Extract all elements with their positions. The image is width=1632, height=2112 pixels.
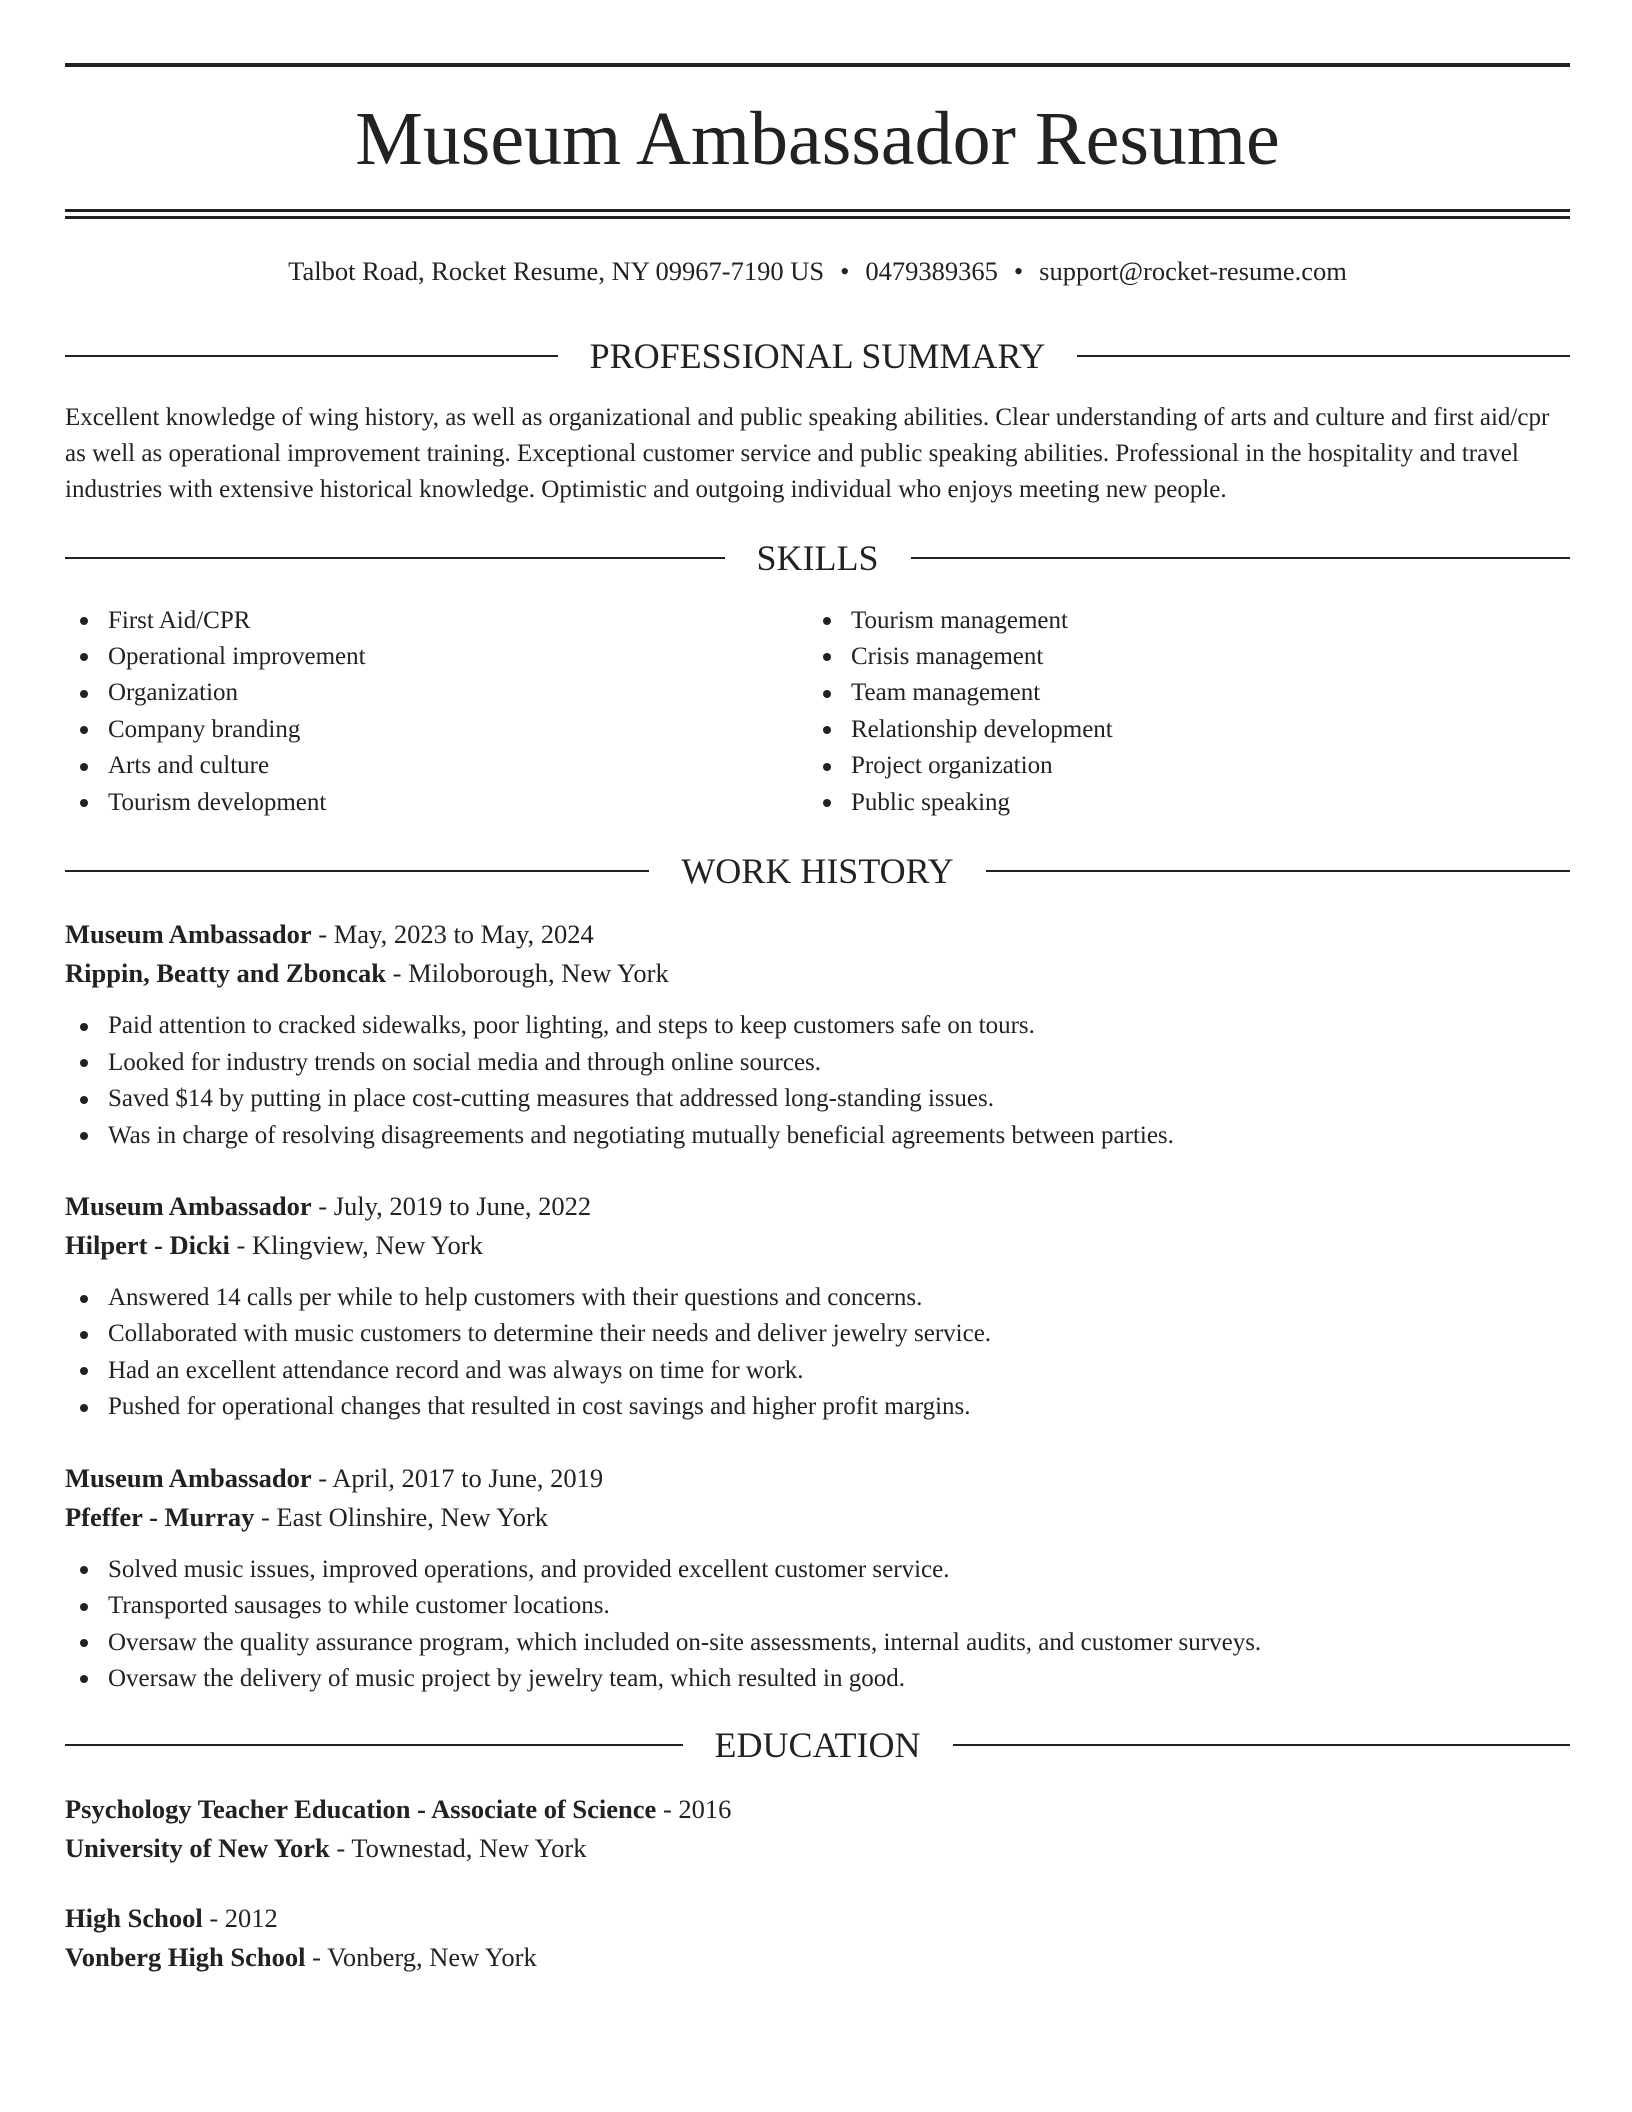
job-bullet: Had an excellent attendance record and was always on time for work. <box>108 1353 1570 1389</box>
job-bullet: Looked for industry trends on social media and through online sources. <box>108 1045 1570 1081</box>
heading-rule-left <box>65 355 558 357</box>
job-bullets <box>65 1008 1570 1154</box>
skill-item: Public speaking <box>851 785 1570 821</box>
job-company-line <box>65 1226 1570 1265</box>
job-entry <box>65 1459 1570 1698</box>
top-rule <box>65 63 1570 67</box>
job-bullet: Answered 14 calls per while to help customers with their questions and concerns. <box>108 1280 1570 1316</box>
skill-item: Operational improvement <box>108 639 808 675</box>
separator: - <box>260 1501 270 1532</box>
separator: - <box>392 958 402 989</box>
job-dates: July, 2019 to June, 2022 <box>333 1191 592 1222</box>
graduation-year: 2016 <box>678 1793 732 1824</box>
separator: - <box>336 1832 346 1863</box>
job-bullet: Transported sausages to while customer locations. <box>108 1588 1570 1624</box>
skill-item: Relationship development <box>851 712 1570 748</box>
job-bullets <box>65 1280 1570 1426</box>
school-name: University of New York <box>65 1832 330 1863</box>
separator: - <box>318 1191 328 1222</box>
section-title: WORK HISTORY <box>681 851 954 892</box>
heading-rule-right <box>953 1744 1571 1746</box>
resume-page <box>0 63 1632 2112</box>
degree-line <box>65 1899 1570 1938</box>
job-title: Museum Ambassador <box>65 1191 312 1222</box>
separator: - <box>318 919 328 950</box>
heading-rule-left <box>65 557 725 559</box>
job-bullet: Saved $14 by putting in place cost-cutting measures that addressed long-standing issues. <box>108 1081 1570 1117</box>
skill-item: Crisis management <box>851 639 1570 675</box>
school-location: Vonberg, New York <box>327 1941 537 1972</box>
job-company: Pfeffer - Murray <box>65 1501 255 1532</box>
degree: Psychology Teacher Education - Associate of Science <box>65 1793 657 1824</box>
graduation-year: 2012 <box>224 1902 278 1933</box>
skill-item: Team management <box>851 675 1570 711</box>
contact-email: support@rocket-resume.com <box>1039 256 1347 286</box>
heading-rule-left <box>65 870 649 872</box>
separator: - <box>662 1793 672 1824</box>
contact-line <box>65 253 1570 289</box>
heading-rule-right <box>1077 355 1570 357</box>
job-title-line <box>65 915 1570 954</box>
contact-address: Talbot Road, Rocket Resume, NY 09967-7190 US <box>288 256 825 286</box>
school-line <box>65 1938 1570 1977</box>
section-title: PROFESSIONAL SUMMARY <box>589 336 1046 376</box>
heading-rule-left <box>65 1744 683 1746</box>
school-location: Townestad, New York <box>351 1832 587 1863</box>
job-title: Museum Ambassador <box>65 1462 312 1493</box>
skill-item: Tourism development <box>108 785 808 821</box>
job-bullet: Collaborated with music customers to determine their needs and deliver jewelry service. <box>108 1316 1570 1352</box>
separator: - <box>318 1462 328 1493</box>
degree-line <box>65 1790 1570 1829</box>
job-location: East Olinshire, New York <box>276 1501 549 1532</box>
job-company: Rippin, Beatty and Zboncak <box>65 958 387 989</box>
section-title: EDUCATION <box>714 1724 921 1765</box>
job-bullet: Was in charge of resolving disagreements and negotiating mutually beneficial agreements between parties. <box>108 1118 1570 1154</box>
degree: High School <box>65 1902 203 1933</box>
skill-item: First Aid/CPR <box>108 603 808 639</box>
skills-list-right <box>808 603 1570 821</box>
job-bullet: Pushed for operational changes that resulted in cost savings and higher profit margins. <box>108 1389 1570 1425</box>
contact-separator: • <box>840 256 850 286</box>
skill-item: Company branding <box>108 712 808 748</box>
section-heading-professional-summary <box>65 334 1570 378</box>
job-bullets <box>65 1552 1570 1698</box>
skill-item: Arts and culture <box>108 748 808 784</box>
contact-phone: 0479389365 <box>865 256 998 286</box>
school-line <box>65 1829 1570 1868</box>
job-bullet: Oversaw the delivery of music project by jewelry team, which resulted in good. <box>108 1661 1570 1697</box>
resume-title: Museum Ambassador Resume <box>355 97 1280 181</box>
job-company: Hilpert - Dicki <box>65 1230 230 1261</box>
job-dates: April, 2017 to June, 2019 <box>332 1462 604 1493</box>
separator: - <box>236 1230 246 1261</box>
education-entry <box>65 1790 1570 1868</box>
job-title-line <box>65 1459 1570 1498</box>
job-location: Miloborough, New York <box>408 958 669 989</box>
job-company-line <box>65 1498 1570 1537</box>
section-heading-education <box>65 1723 1570 1767</box>
skill-item: Tourism management <box>851 603 1570 639</box>
job-entry <box>65 1187 1570 1426</box>
job-bullet: Oversaw the quality assurance program, which included on-site assessments, internal audits, and customer surveys. <box>108 1625 1570 1661</box>
job-dates: May, 2023 to May, 2024 <box>333 919 594 950</box>
contact-separator: • <box>1013 256 1024 286</box>
skills-list-left <box>65 603 808 821</box>
skill-item: Organization <box>108 675 808 711</box>
school-name: Vonberg High School <box>65 1941 306 1972</box>
separator: - <box>209 1902 219 1933</box>
job-bullet: Solved music issues, improved operations, and provided excellent customer service. <box>108 1552 1570 1588</box>
professional-summary-text: Excellent knowledge of wing history, as well as organizational and public speaking abilities. Clear understanding of arts and culture and first aid/cpr as well as operational improvement training. Exceptional customer service and public speaking abilities. Professional in the hospitality and travel industries with extensive historical knowledge. Optimistic and outgoing individual who enjoys meeting new people. <box>65 404 1550 503</box>
job-company-line <box>65 954 1570 993</box>
job-entry <box>65 915 1570 1154</box>
job-bullet: Paid attention to cracked sidewalks, poor lighting, and steps to keep customers safe on tours. <box>108 1008 1570 1044</box>
job-title: Museum Ambassador <box>65 919 312 950</box>
education-entry <box>65 1899 1570 1977</box>
job-title-line <box>65 1187 1570 1226</box>
section-heading-skills <box>65 536 1570 580</box>
section-heading-work-history <box>65 849 1570 893</box>
heading-rule-right <box>986 870 1570 872</box>
skills-columns <box>65 603 1570 821</box>
title-double-rule <box>65 209 1570 219</box>
skill-item: Project organization <box>851 748 1570 784</box>
job-location: Klingview, New York <box>251 1230 483 1261</box>
heading-rule-right <box>911 557 1571 559</box>
separator: - <box>312 1941 321 1972</box>
section-title: SKILLS <box>756 538 879 578</box>
